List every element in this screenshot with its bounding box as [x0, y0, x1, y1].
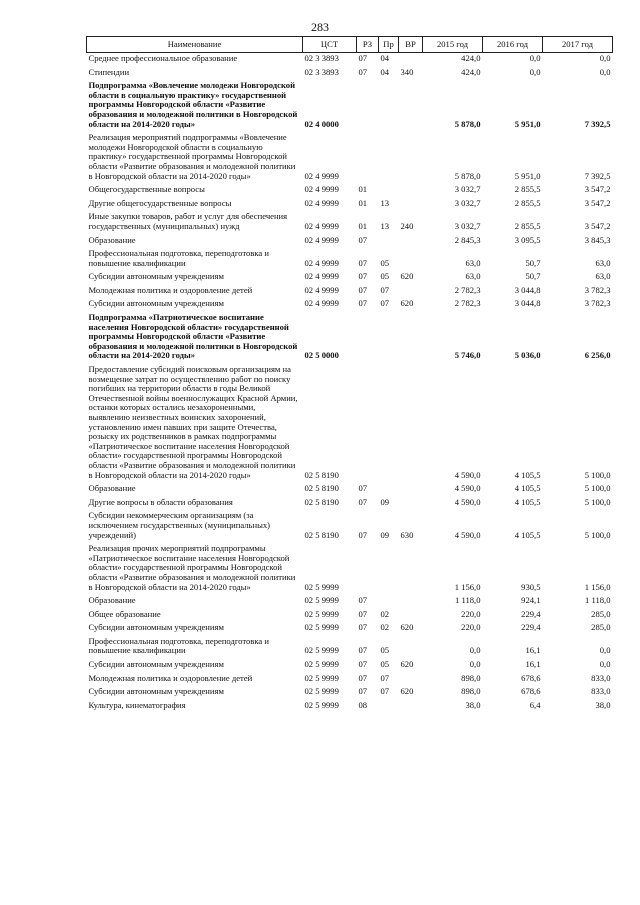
rz-cell: 07 — [358, 595, 368, 606]
pr-cell — [379, 362, 399, 481]
table-row — [87, 495, 613, 509]
value-2016: 3 044,8 — [514, 298, 541, 309]
value-2015: 0,0 — [469, 645, 481, 656]
value-2015: 220,0 — [461, 608, 481, 619]
value-2017: 3 782,3 — [584, 298, 611, 309]
value-2017: 63,0 — [595, 257, 611, 268]
table-row — [87, 508, 613, 541]
value-2016: 4 105,5 — [514, 483, 541, 494]
table-row — [87, 310, 613, 362]
rz-cell: 07 — [358, 271, 368, 282]
value-2017: 5 100,0 — [584, 469, 611, 480]
name: Общегосударственные вопросы — [88, 184, 205, 195]
pr-cell — [379, 182, 399, 196]
rz-cell: 07 — [358, 672, 368, 683]
value-2017: 38,0 — [595, 699, 611, 710]
pr-cell — [379, 541, 399, 593]
vr-cell — [399, 495, 423, 509]
cst-cell: 02 5 9999 — [304, 595, 339, 606]
name: Субсидии автономным учреждениям — [88, 298, 224, 309]
table-row — [87, 65, 613, 79]
vr-cell: 340 — [400, 66, 414, 77]
value-2016: 2 855,5 — [514, 184, 541, 195]
header-name: Наименование — [87, 37, 303, 53]
cst-cell: 02 4 9999 — [304, 234, 339, 245]
pr-cell: 07 — [380, 298, 390, 309]
table-row — [87, 671, 613, 685]
vr-cell: 620 — [400, 298, 414, 309]
name: Субсидии некоммерческим организациям (за исключением государственных (муниципальных) учреждений) — [88, 510, 270, 540]
cst-cell: 02 4 9999 — [304, 197, 339, 208]
value-2015: 3 032,7 — [454, 220, 481, 231]
header-pr: Пр — [379, 37, 399, 53]
vr-cell — [399, 481, 423, 495]
header-vr: ВР — [399, 37, 423, 53]
table-row — [87, 657, 613, 671]
value-2017: 5 100,0 — [584, 496, 611, 507]
cst-cell: 02 4 9999 — [304, 298, 339, 309]
vr-cell — [399, 53, 423, 65]
table-row — [87, 130, 613, 182]
table-row — [87, 541, 613, 593]
rz-cell: 07 — [358, 53, 368, 63]
value-2015: 63,0 — [465, 257, 481, 268]
pr-cell: 13 — [380, 220, 390, 231]
pr-cell — [379, 593, 399, 607]
vr-cell — [399, 233, 423, 247]
page-number: 283 — [311, 20, 329, 34]
value-2015: 5 878,0 — [454, 170, 481, 181]
budget-table — [86, 36, 613, 711]
vr-cell — [399, 593, 423, 607]
value-2016: 3 044,8 — [514, 284, 541, 295]
pr-cell: 07 — [380, 284, 390, 295]
vr-cell: 620 — [400, 271, 414, 282]
name: Молодежная политика и оздоровление детей — [88, 672, 253, 683]
value-2016: 5 951,0 — [514, 118, 541, 129]
value-2016: 229,4 — [521, 622, 541, 633]
table-row — [87, 246, 613, 269]
header-2015: 2015 год — [423, 37, 483, 53]
value-2017: 63,0 — [595, 271, 611, 282]
value-2015: 898,0 — [461, 672, 481, 683]
value-2017: 1 118,0 — [585, 595, 611, 606]
value-2015: 3 032,7 — [454, 184, 481, 195]
vr-cell — [399, 541, 423, 593]
header-2016: 2016 год — [483, 37, 543, 53]
value-2017: 0,0 — [599, 53, 611, 63]
value-2015: 2 782,3 — [454, 284, 481, 295]
name: Стипендии — [88, 66, 130, 77]
cst-cell: 02 5 9999 — [304, 622, 339, 633]
value-2015: 2 845,3 — [454, 234, 481, 245]
header-cst: ЦСТ — [303, 37, 357, 53]
vr-cell — [399, 607, 423, 621]
header-2017: 2017 год — [543, 37, 613, 53]
rz-cell: 07 — [358, 659, 368, 670]
vr-cell — [399, 130, 423, 182]
value-2017: 833,0 — [591, 686, 611, 697]
pr-cell: 07 — [380, 686, 390, 697]
rz-cell: 07 — [358, 257, 368, 268]
value-2015: 424,0 — [461, 53, 481, 63]
name: Среднее профессиональное образование — [88, 53, 238, 63]
name: Субсидии автономным учреждениям — [88, 659, 224, 670]
name: Подпрограмма «Вовлечение молодежи Новгородской области в социальную практику» государственной программы Новгородской области «Развитие образования и молодежной политики в Новгородской области на 2014-2020 годы» — [88, 80, 298, 129]
value-2016: 6,4 — [529, 699, 541, 710]
name: Другие вопросы в области образования — [88, 496, 233, 507]
value-2015: 5 746,0 — [454, 350, 481, 361]
name: Профессиональная подготовка, переподготовка и повышение квалификации — [88, 635, 269, 656]
vr-cell — [399, 78, 423, 130]
table-row — [87, 182, 613, 196]
table-row — [87, 620, 613, 634]
table-row — [87, 269, 613, 283]
pr-cell: 07 — [380, 672, 390, 683]
table-row — [87, 481, 613, 495]
pr-cell: 04 — [380, 53, 390, 63]
name: Субсидии автономным учреждениям — [88, 271, 224, 282]
value-2016: 924,1 — [521, 595, 541, 606]
pr-cell — [379, 130, 399, 182]
value-2017: 285,0 — [591, 608, 611, 619]
cst-cell: 02 5 0000 — [304, 350, 339, 361]
table-row — [87, 233, 613, 247]
rz-cell: 07 — [358, 622, 368, 633]
rz-cell: 07 — [358, 608, 368, 619]
cst-cell: 02 4 9999 — [304, 271, 339, 282]
pr-cell: 05 — [380, 271, 390, 282]
table-row — [87, 607, 613, 621]
cst-cell: 02 4 9999 — [304, 257, 339, 268]
pr-cell — [379, 233, 399, 247]
rz-cell: 07 — [358, 234, 368, 245]
rz-cell — [357, 541, 379, 593]
rz-cell: 01 — [358, 197, 368, 208]
value-2015: 1 118,0 — [455, 595, 481, 606]
rz-cell: 01 — [358, 220, 368, 231]
cst-cell: 02 3 3893 — [304, 53, 339, 63]
vr-cell — [399, 246, 423, 269]
value-2015: 4 590,0 — [454, 483, 481, 494]
vr-cell — [399, 196, 423, 210]
value-2016: 930,5 — [521, 581, 541, 592]
vr-cell: 620 — [400, 659, 414, 670]
value-2016: 4 105,5 — [514, 469, 541, 480]
value-2016: 678,6 — [521, 672, 541, 683]
value-2015: 898,0 — [461, 686, 481, 697]
vr-cell — [399, 362, 423, 481]
pr-cell: 09 — [380, 529, 390, 540]
value-2015: 5 878,0 — [454, 118, 481, 129]
cst-cell: 02 5 9999 — [304, 699, 339, 710]
value-2016: 229,4 — [521, 608, 541, 619]
value-2016: 50,7 — [525, 271, 541, 282]
rz-cell — [357, 310, 379, 362]
cst-cell: 02 4 9999 — [304, 220, 339, 231]
rz-cell: 07 — [358, 284, 368, 295]
table-row — [87, 634, 613, 657]
vr-cell — [399, 182, 423, 196]
cst-cell: 02 5 9999 — [304, 686, 339, 697]
value-2017: 3 547,2 — [584, 197, 611, 208]
value-2017: 7 392,5 — [584, 118, 611, 129]
vr-cell: 620 — [400, 686, 414, 697]
pr-cell — [379, 698, 399, 712]
pr-cell: 09 — [380, 496, 390, 507]
value-2017: 3 782,3 — [584, 284, 611, 295]
rz-cell: 07 — [358, 66, 368, 77]
vr-cell: 630 — [400, 529, 414, 540]
value-2017: 5 100,0 — [584, 529, 611, 540]
header-rz: РЗ — [357, 37, 379, 53]
value-2015: 220,0 — [461, 622, 481, 633]
name: Реализация прочих мероприятий подпрограммы «Патриотическое воспитание населения Новгородской области» государственной программы Новгородской области «Развитие образования и молодежной политики в Новгородской области на 2014-2020 годы» — [88, 543, 296, 592]
cst-cell: 02 5 9999 — [304, 672, 339, 683]
table-row — [87, 593, 613, 607]
cst-cell: 02 5 9999 — [304, 645, 339, 656]
name: Культура, кинематография — [88, 699, 186, 710]
value-2017: 3 845,3 — [584, 234, 611, 245]
name: Образование — [88, 595, 136, 606]
pr-cell: 02 — [380, 622, 390, 633]
cst-cell: 02 5 8190 — [304, 469, 339, 480]
name: Другие общегосударственные вопросы — [88, 197, 232, 208]
table-row — [87, 78, 613, 130]
value-2015: 2 782,3 — [454, 298, 481, 309]
value-2016: 16,1 — [525, 645, 541, 656]
value-2017: 833,0 — [591, 672, 611, 683]
vr-cell — [399, 671, 423, 685]
name: Подпрограмма «Патриотическое воспитание населения Новгородской области» государственной программы Новгородской области «Развитие образования и молодежной политики в Новгородской области на 2014-2020 годы» — [88, 312, 298, 361]
vr-cell: 620 — [400, 622, 414, 633]
name: Молодежная политика и оздоровление детей — [88, 284, 253, 295]
value-2016: 2 855,5 — [514, 197, 541, 208]
cst-cell: 02 5 8190 — [304, 496, 339, 507]
value-2017: 0,0 — [599, 659, 611, 670]
value-2016: 50,7 — [525, 257, 541, 268]
value-2017: 0,0 — [599, 66, 611, 77]
name: Образование — [88, 234, 136, 245]
value-2016: 5 951,0 — [514, 170, 541, 181]
value-2017: 7 392,5 — [584, 170, 611, 181]
name: Субсидии автономным учреждениям — [88, 622, 224, 633]
vr-cell — [399, 634, 423, 657]
rz-cell: 07 — [358, 483, 368, 494]
name: Субсидии автономным учреждениям — [88, 686, 224, 697]
table-row — [87, 698, 613, 712]
table-row — [87, 684, 613, 698]
rz-cell: 07 — [358, 529, 368, 540]
name: Реализация мероприятий подпрограммы «Вовлечение молодежи Новгородской области в социальную практику» государственной программы Новгородской области «Развитие образования и молодежной политики в Новгородской области на 2014-2020 годы» — [88, 132, 296, 181]
value-2016: 2 855,5 — [514, 220, 541, 231]
name: Предоставление субсидий поисковым организациям на возмещение затрат по осуществлению работ по поиску погибших на территории области в годы Великой Отечественной войны военнослужащих Красной Армии, останки которых остались незахороненными, выявлению неизвестных воинских захоронений, установлению имен павших при защите Отечества, розыску их родственников в рамках подпрограммы «Патриотическое воспитание населения Новгородской области» государственной программы Новгородской области «Развитие образования и молодежной политики в Новгородской области на 2014-2020 годы» — [88, 364, 298, 480]
rz-cell — [357, 78, 379, 130]
pr-cell: 04 — [380, 66, 390, 77]
rz-cell — [357, 362, 379, 481]
value-2016: 678,6 — [521, 686, 541, 697]
name: Иные закупки товаров, работ и услуг для обеспечения государственных (муниципальных) нужд — [88, 211, 288, 231]
value-2017: 0,0 — [599, 645, 611, 656]
rz-cell: 01 — [358, 184, 368, 195]
table-row — [87, 196, 613, 210]
vr-cell — [399, 698, 423, 712]
value-2015: 1 156,0 — [454, 581, 481, 592]
pr-cell — [379, 78, 399, 130]
rz-cell: 07 — [358, 645, 368, 656]
value-2016: 0,0 — [529, 53, 541, 63]
name: Образование — [88, 483, 136, 494]
value-2017: 285,0 — [591, 622, 611, 633]
value-2016: 4 105,5 — [514, 529, 541, 540]
value-2015: 38,0 — [465, 699, 481, 710]
rz-cell — [357, 130, 379, 182]
table-header-row — [87, 37, 613, 53]
vr-cell: 240 — [400, 220, 414, 231]
value-2017: 3 547,2 — [584, 220, 611, 231]
value-2016: 0,0 — [529, 66, 541, 77]
value-2016: 3 095,5 — [514, 234, 541, 245]
value-2015: 4 590,0 — [454, 529, 481, 540]
table-row — [87, 209, 613, 232]
value-2016: 4 105,5 — [514, 496, 541, 507]
value-2016: 5 036,0 — [514, 350, 541, 361]
pr-cell — [379, 481, 399, 495]
table-row — [87, 53, 613, 65]
pr-cell: 02 — [380, 608, 390, 619]
cst-cell: 02 5 8190 — [304, 529, 339, 540]
rz-cell: 07 — [358, 686, 368, 697]
value-2015: 3 032,7 — [454, 197, 481, 208]
value-2015: 63,0 — [465, 271, 481, 282]
value-2017: 5 100,0 — [584, 483, 611, 494]
vr-cell — [399, 310, 423, 362]
value-2015: 4 590,0 — [454, 496, 481, 507]
table-body — [87, 53, 613, 712]
rz-cell: 07 — [358, 298, 368, 309]
pr-cell — [379, 310, 399, 362]
cst-cell: 02 5 8190 — [304, 483, 339, 494]
rz-cell: 08 — [358, 699, 368, 710]
name: Профессиональная подготовка, переподготовка и повышение квалификации — [88, 248, 269, 268]
cst-cell: 02 4 9999 — [304, 170, 339, 181]
rz-cell: 07 — [358, 496, 368, 507]
value-2015: 424,0 — [461, 66, 481, 77]
vr-cell — [399, 283, 423, 297]
pr-cell: 05 — [380, 257, 390, 268]
table-row — [87, 283, 613, 297]
value-2017: 3 547,2 — [584, 184, 611, 195]
pr-cell: 13 — [380, 197, 390, 208]
name: Общее образование — [88, 608, 161, 619]
table-row — [87, 296, 613, 310]
pr-cell: 05 — [380, 645, 390, 656]
cst-cell: 02 4 0000 — [304, 118, 339, 129]
cst-cell: 02 4 9999 — [304, 184, 339, 195]
cst-cell: 02 4 9999 — [304, 284, 339, 295]
value-2017: 1 156,0 — [584, 581, 611, 592]
value-2017: 6 256,0 — [584, 350, 611, 361]
value-2016: 16,1 — [525, 659, 541, 670]
cst-cell: 02 5 9999 — [304, 608, 339, 619]
value-2015: 0,0 — [469, 659, 481, 670]
cst-cell: 02 5 9999 — [304, 659, 339, 670]
value-2015: 4 590,0 — [454, 469, 481, 480]
table-row — [87, 362, 613, 481]
pr-cell: 05 — [380, 659, 390, 670]
cst-cell: 02 3 3893 — [304, 66, 339, 77]
cst-cell: 02 5 9999 — [304, 581, 339, 592]
